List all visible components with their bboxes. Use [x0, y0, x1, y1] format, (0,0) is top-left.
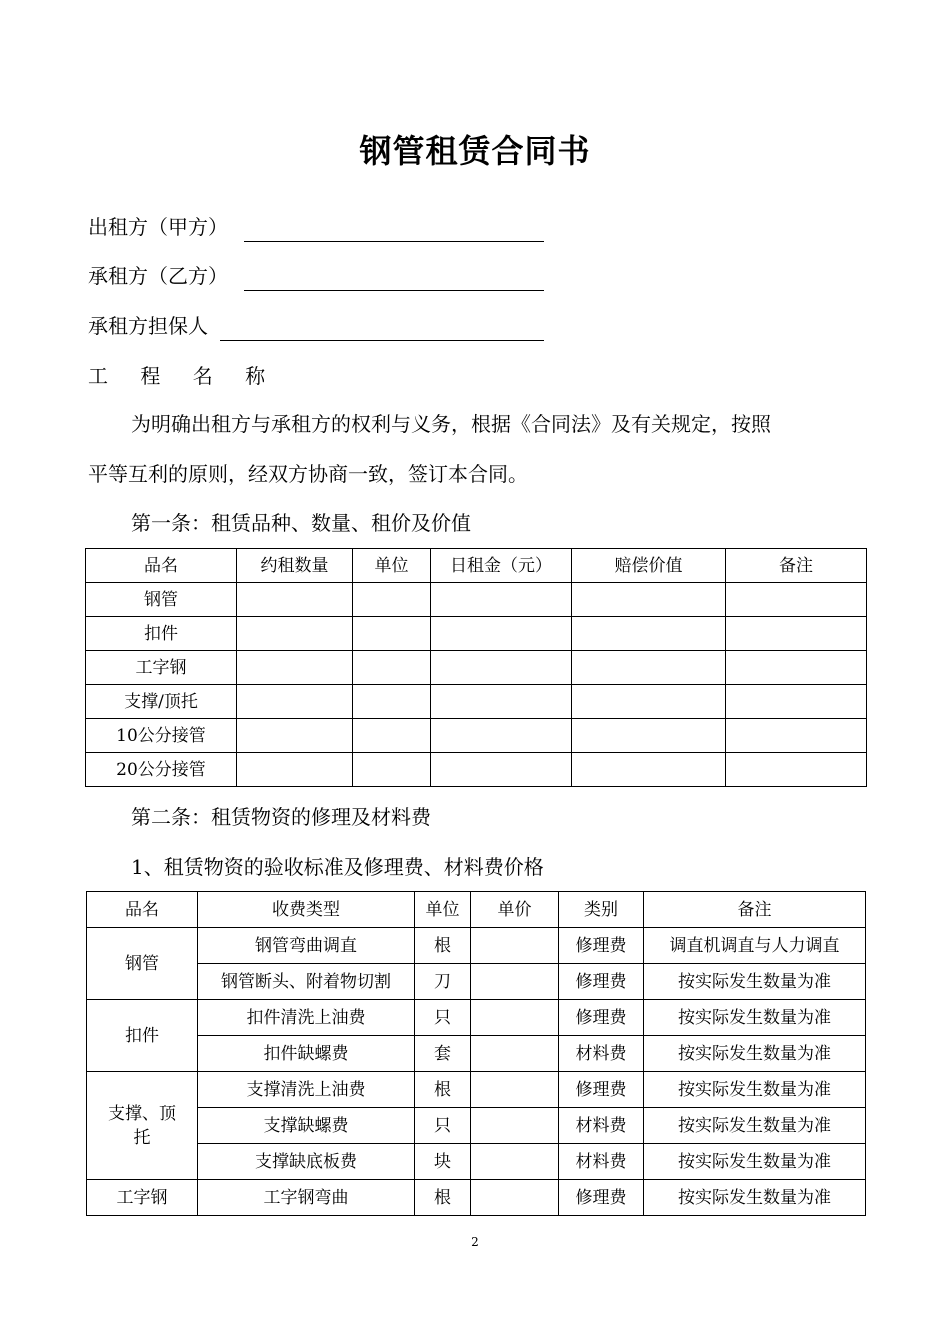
fee-type-cell: 扣件缺螺费 [198, 1036, 415, 1072]
item-name-cell: 扣件 [86, 617, 237, 651]
empty-cell [726, 685, 867, 719]
table-row [87, 1036, 866, 1072]
header-cell: 收费类型 [198, 892, 415, 928]
empty-cell [237, 719, 353, 753]
note-cell: 按实际发生数量为准 [644, 1180, 866, 1216]
empty-cell [237, 685, 353, 719]
empty-cell [726, 583, 867, 617]
lessor-line [88, 212, 228, 242]
empty-cell [353, 719, 431, 753]
table-row [86, 753, 867, 787]
unit-cell: 根 [415, 1180, 471, 1216]
item-name-cell: 10公分接管 [86, 719, 237, 753]
header-cell: 赔偿价值 [572, 549, 726, 583]
header-cell: 备注 [726, 549, 867, 583]
note-cell: 按实际发生数量为准 [644, 1036, 866, 1072]
guarantor-blank [220, 314, 544, 341]
price-cell [471, 1144, 559, 1180]
note-cell: 调直机调直与人力调直 [644, 928, 866, 964]
unit-cell: 只 [415, 1000, 471, 1036]
table-header-row [87, 892, 866, 928]
empty-cell [726, 753, 867, 787]
item-name-cell: 20公分接管 [86, 753, 237, 787]
price-cell [471, 1072, 559, 1108]
header-cell: 日租金（元） [431, 549, 572, 583]
header-cell: 单位 [415, 892, 471, 928]
price-cell [471, 928, 559, 964]
category-cell: 材料费 [559, 1144, 644, 1180]
empty-cell [726, 617, 867, 651]
unit-cell: 刀 [415, 964, 471, 1000]
page-number: 2 [471, 1235, 479, 1249]
price-cell [471, 1108, 559, 1144]
rental-items-table [85, 548, 867, 787]
empty-cell [572, 753, 726, 787]
table-row [87, 1000, 866, 1036]
empty-cell [237, 617, 353, 651]
empty-cell [237, 753, 353, 787]
category-cell: 修理费 [559, 964, 644, 1000]
article2-heading: 第二条：租赁物资的修理及材料费 [131, 805, 431, 829]
empty-cell [353, 651, 431, 685]
empty-cell [572, 685, 726, 719]
empty-cell [431, 719, 572, 753]
fee-type-cell: 工字钢弯曲 [198, 1180, 415, 1216]
table-row [86, 685, 867, 719]
fee-type-cell: 支撑缺底板费 [198, 1144, 415, 1180]
fee-type-cell: 支撑清洗上油费 [198, 1072, 415, 1108]
note-cell: 按实际发生数量为准 [644, 964, 866, 1000]
header-cell: 品名 [86, 549, 237, 583]
article2-sub-heading: 1、租赁物资的验收标准及修理费、材料费价格 [131, 855, 544, 879]
category-cell: 修理费 [559, 928, 644, 964]
empty-cell [572, 651, 726, 685]
item-name-cell: 支撑/顶托 [86, 685, 237, 719]
empty-cell [726, 719, 867, 753]
table-row [86, 583, 867, 617]
note-cell: 按实际发生数量为准 [644, 1000, 866, 1036]
category-cell: 材料费 [559, 1108, 644, 1144]
table-row [87, 1072, 866, 1108]
group-name-cell: 工字钢 [87, 1180, 198, 1216]
header-cell: 类别 [559, 892, 644, 928]
empty-cell [431, 617, 572, 651]
fee-type-cell: 支撑缺螺费 [198, 1108, 415, 1144]
empty-cell [353, 583, 431, 617]
header-cell: 单位 [353, 549, 431, 583]
fee-type-cell: 钢管断头、附着物切割 [198, 964, 415, 1000]
intro-line-2: 平等互利的原则，经双方协商一致，签订本合同。 [88, 462, 528, 486]
guarantor-line [88, 311, 208, 341]
note-cell: 按实际发生数量为准 [644, 1144, 866, 1180]
item-name-cell: 工字钢 [86, 651, 237, 685]
guarantor-label: 承租方担保人 [88, 314, 208, 338]
group-name-cell: 支撑、顶托 [87, 1072, 198, 1180]
lessee-blank [244, 264, 544, 291]
lessee-label: 承租方（乙方） [88, 264, 228, 288]
lessor-label: 出租方（甲方） [88, 215, 228, 239]
fee-type-cell: 扣件清洗上油费 [198, 1000, 415, 1036]
empty-cell [572, 617, 726, 651]
price-cell [471, 1000, 559, 1036]
empty-cell [237, 583, 353, 617]
table-row [87, 1180, 866, 1216]
document-title: 钢管租赁合同书 [359, 132, 591, 170]
category-cell: 修理费 [559, 1000, 644, 1036]
table-row [87, 1108, 866, 1144]
note-cell: 按实际发生数量为准 [644, 1072, 866, 1108]
table-row [86, 617, 867, 651]
fee-type-cell: 钢管弯曲调直 [198, 928, 415, 964]
empty-cell [572, 719, 726, 753]
project-name-label: 工 程 名 称 [88, 364, 279, 388]
header-cell: 品名 [87, 892, 198, 928]
unit-cell: 根 [415, 1072, 471, 1108]
group-name-cell: 钢管 [87, 928, 198, 1000]
table-row [86, 719, 867, 753]
empty-cell [572, 583, 726, 617]
header-cell: 备注 [644, 892, 866, 928]
table-row [87, 1144, 866, 1180]
unit-cell: 套 [415, 1036, 471, 1072]
header-cell: 单价 [471, 892, 559, 928]
header-cell: 约租数量 [237, 549, 353, 583]
table-row [87, 928, 866, 964]
category-cell: 修理费 [559, 1180, 644, 1216]
unit-cell: 根 [415, 928, 471, 964]
item-name-cell: 钢管 [86, 583, 237, 617]
empty-cell [431, 651, 572, 685]
empty-cell [431, 753, 572, 787]
empty-cell [353, 685, 431, 719]
table-header-row [86, 549, 867, 583]
lessor-blank [244, 215, 544, 242]
article1-heading: 第一条：租赁品种、数量、租价及价值 [131, 511, 471, 535]
category-cell: 材料费 [559, 1036, 644, 1072]
table-row [86, 651, 867, 685]
empty-cell [726, 651, 867, 685]
group-name-cell: 扣件 [87, 1000, 198, 1072]
intro-line-1: 为明确出租方与承租方的权利与义务，根据《合同法》及有关规定，按照 [131, 412, 771, 436]
lessee-line [88, 261, 228, 291]
unit-cell: 块 [415, 1144, 471, 1180]
price-cell [471, 1036, 559, 1072]
empty-cell [353, 753, 431, 787]
price-cell [471, 1180, 559, 1216]
empty-cell [237, 651, 353, 685]
table-row [87, 964, 866, 1000]
repair-fee-table [86, 891, 866, 1216]
empty-cell [431, 583, 572, 617]
empty-cell [431, 685, 572, 719]
note-cell: 按实际发生数量为准 [644, 1108, 866, 1144]
category-cell: 修理费 [559, 1072, 644, 1108]
price-cell [471, 964, 559, 1000]
empty-cell [353, 617, 431, 651]
unit-cell: 只 [415, 1108, 471, 1144]
